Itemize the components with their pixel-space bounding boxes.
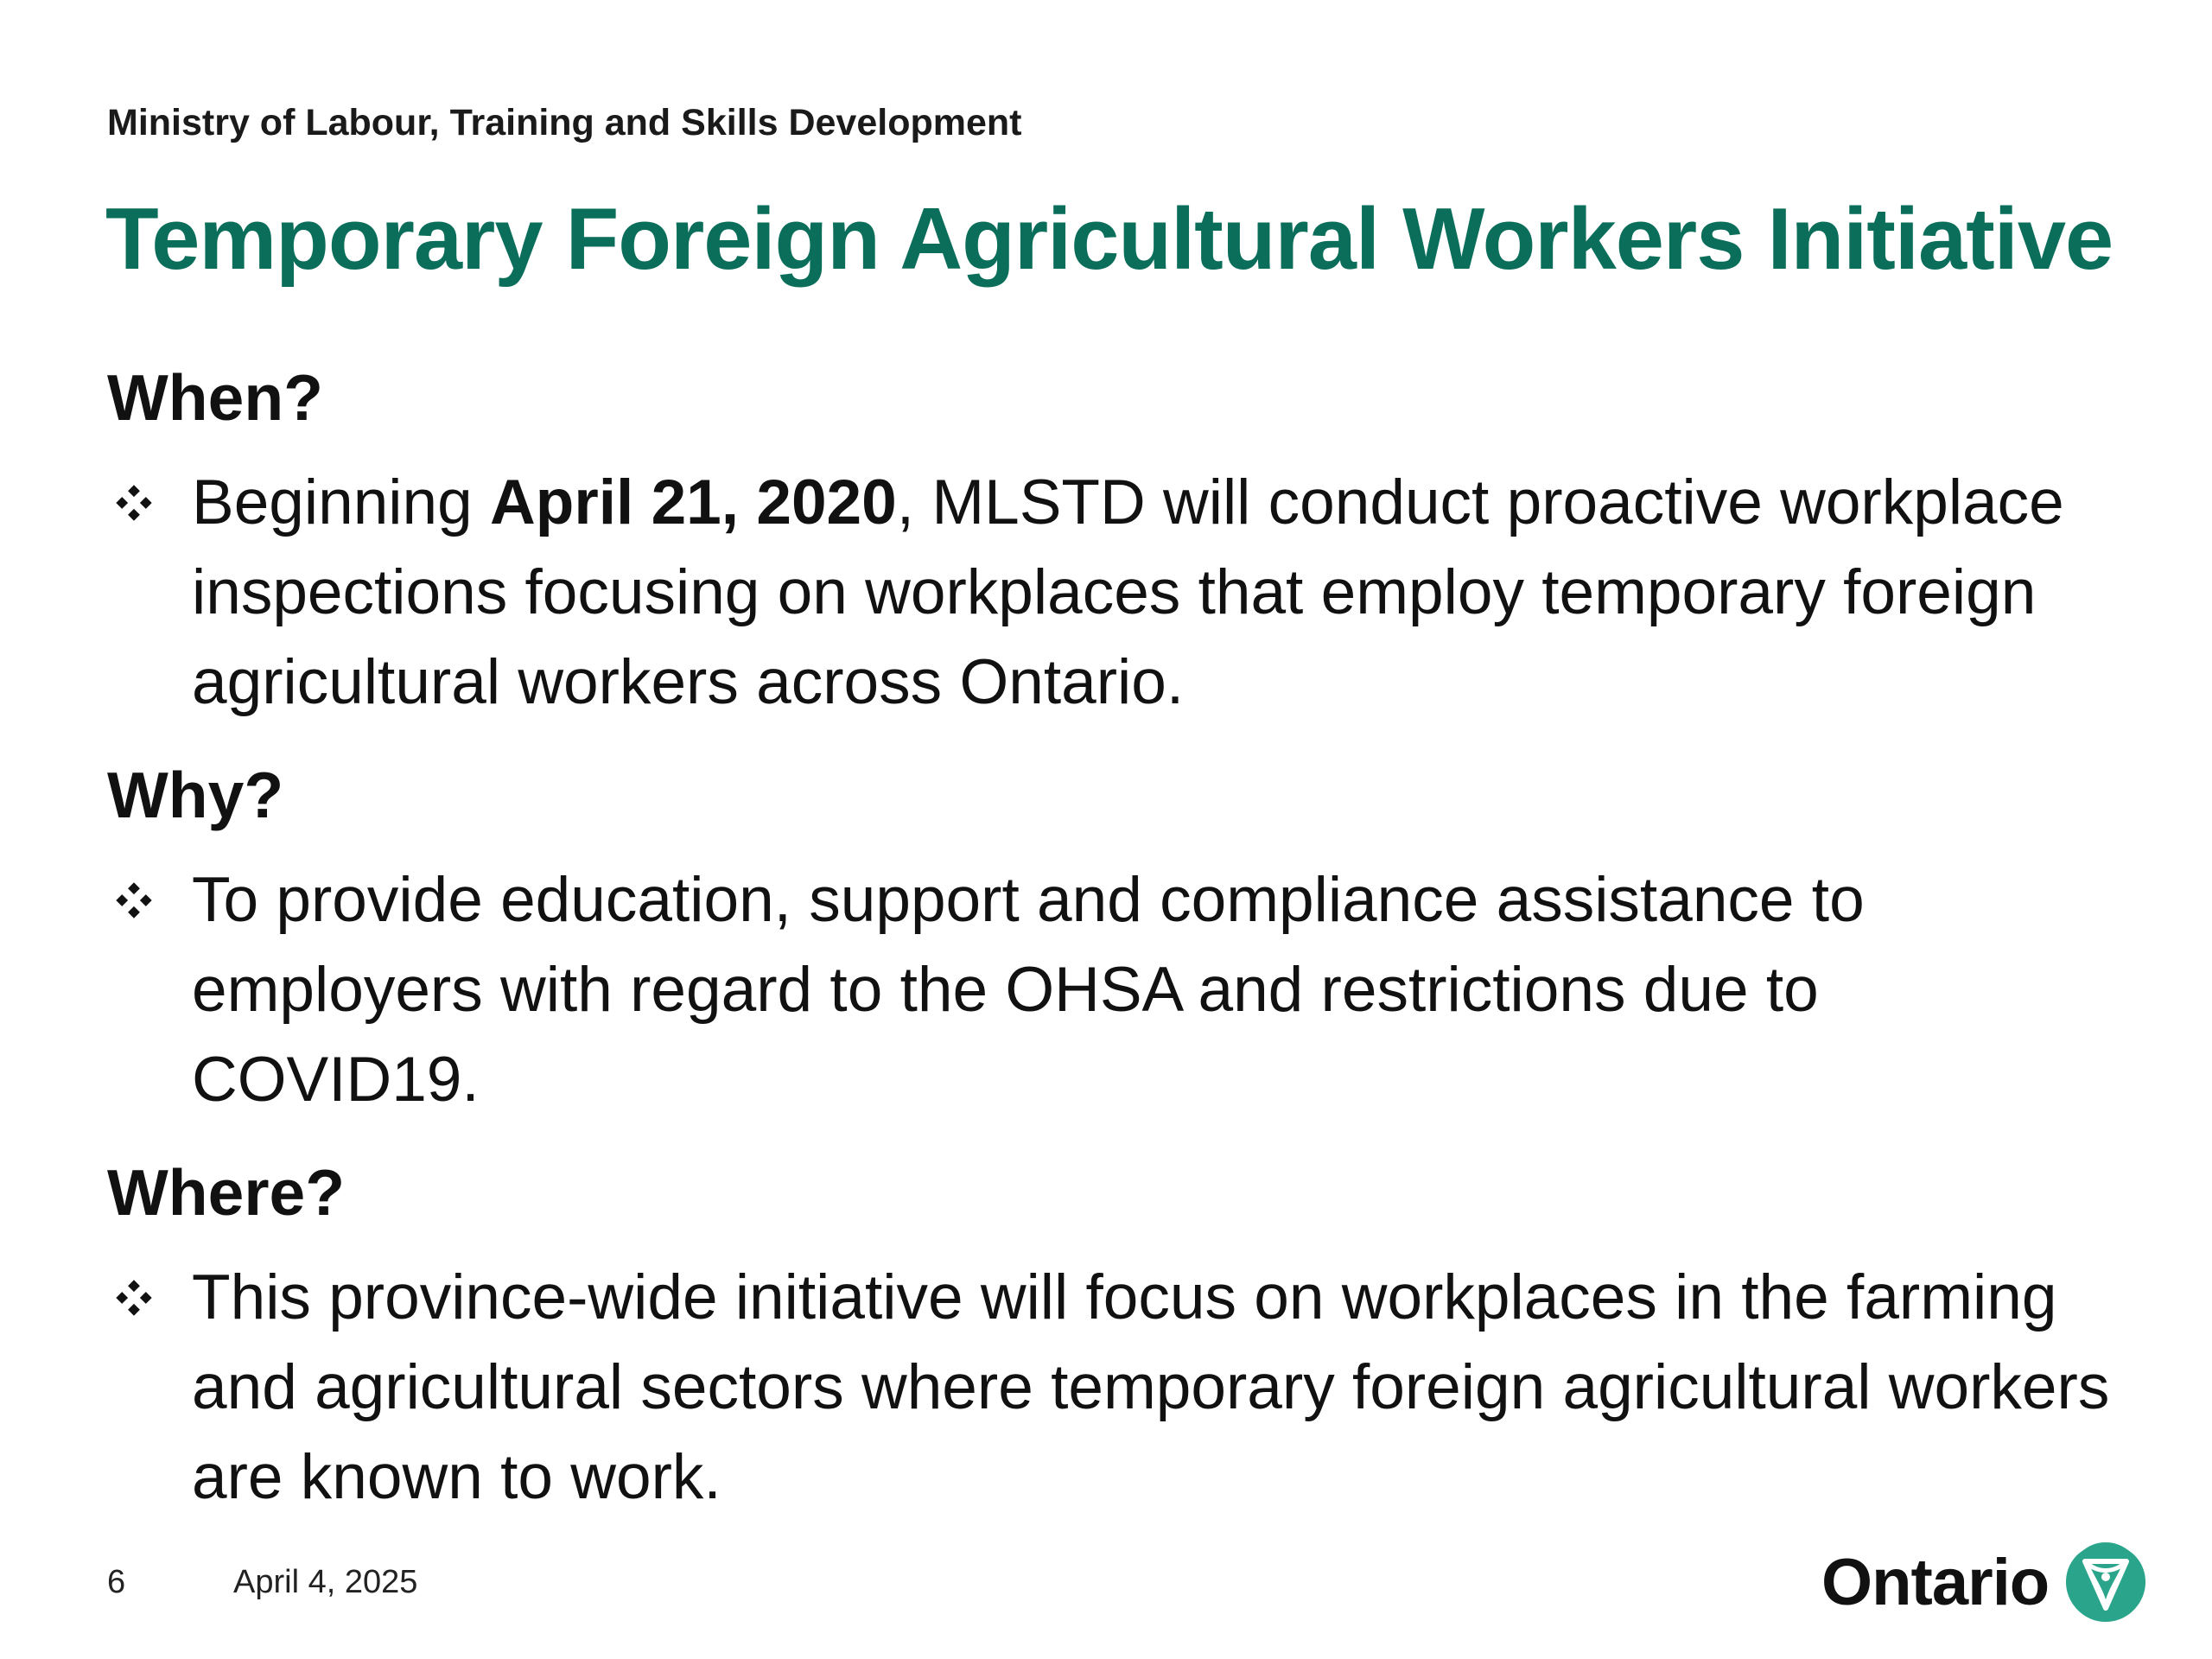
bullet-text-why: To provide education, support and compliance assistance to employers with regard to the OHSA and restrictions due to COVID19. (192, 865, 1865, 1115)
four-diamond-bullet-icon (107, 1253, 192, 1343)
bullet-text-where: This province-wide initiative will focus on workplaces in the farming and agricultural sectors where temporary foreign agricultural workers are known to work. (192, 1262, 2110, 1512)
bullet-text-when-rest: , MLSTD will conduct proactive workplace inspections focusing on workplaces that employ temporary foreign agricultural workers across Ontario. (192, 467, 2064, 717)
four-diamond-bullet-icon (107, 458, 192, 548)
ontario-logo (1821, 1535, 2149, 1630)
section-heading-when: When? (107, 361, 323, 434)
four-diamond-bullet-icon (107, 855, 192, 945)
page-number: 6 (107, 1564, 126, 1600)
bullet-text-when-date: April 21, 2020 (490, 467, 897, 537)
bullet-item-when (107, 458, 2112, 728)
bullet-text-when-start: Beginning (192, 467, 491, 537)
ministry-name: Ministry of Labour, Training and Skills Development (107, 102, 1022, 143)
footer-date: April 4, 2025 (233, 1564, 418, 1600)
slide-content (107, 353, 2112, 1545)
logo-wordmark: Ontario (1821, 1545, 2050, 1619)
bullet-item-why (107, 855, 2112, 1125)
slide-title: Temporary Foreign Agricultural Workers Initiative (105, 191, 2113, 288)
bullet-item-where (107, 1253, 2112, 1522)
section-heading-where: Where? (107, 1156, 346, 1229)
bullet-text-when (192, 458, 2112, 728)
ontario-trillium-icon (2063, 1539, 2149, 1625)
section-heading-why: Why? (107, 759, 284, 831)
